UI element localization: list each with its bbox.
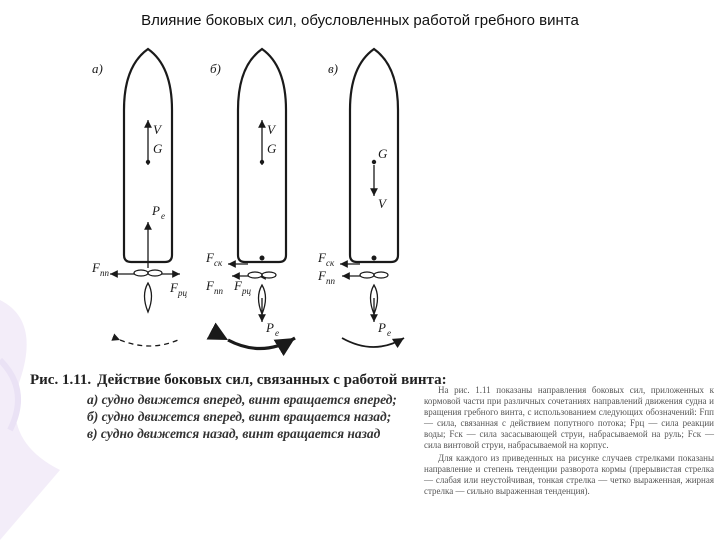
panel-a	[91, 49, 188, 346]
v-label-c: V	[378, 196, 386, 211]
f3-sub-b: рц	[242, 286, 251, 296]
f2-sub-c: пп	[326, 276, 335, 286]
caption-item-c: в) судно движется назад, винт вращается назад	[87, 426, 381, 441]
panel-label-b: б)	[210, 61, 221, 76]
p-label-b: P	[266, 320, 274, 335]
panel-b	[205, 49, 295, 349]
f2-label-c: F	[318, 268, 326, 283]
f2-label-a: F	[170, 280, 178, 295]
turn-arrow-a	[120, 340, 178, 346]
f2-label-b: F	[206, 278, 214, 293]
note-paragraph-2: Для каждого из приведенных на рисунке случаев стрелками показаны направление и степень тенденции разворота кормы (прерывистая стрелка — слабая или неустойчивая, тонкая стрелка — четко выраженная, жирная стрелка — сильно выраженная тенденция).	[424, 453, 714, 496]
caption-label: Рис. 1.11.	[30, 372, 92, 388]
turn-arrow-c	[342, 338, 404, 347]
p-sub-c: е	[387, 328, 391, 338]
hull-c	[350, 49, 398, 262]
center-of-gravity-a	[146, 160, 150, 164]
f1-sub-c: ск	[326, 258, 335, 268]
g-label-a: G	[153, 141, 163, 156]
p-label-a: P	[152, 203, 160, 218]
propeller-b	[248, 272, 262, 278]
caption-item-b: б) судно движется вперед, винт вращается назад;	[87, 409, 392, 424]
turn-arrow-b	[228, 338, 295, 349]
rudder-a	[145, 283, 152, 312]
f1-sub-b: ск	[214, 258, 223, 268]
f2-sub-b: пп	[214, 286, 223, 296]
f2-sub-a: рц	[178, 288, 187, 298]
p-sub-a: е	[161, 211, 165, 221]
center-of-gravity-c	[372, 160, 376, 164]
f3-label-b: F	[234, 278, 242, 293]
p-label-c: P	[378, 320, 386, 335]
panel-c	[317, 49, 404, 347]
g-label-c: G	[378, 146, 388, 161]
v-label-a: V	[153, 122, 161, 137]
note-paragraph-1: На рис. 1.11 показаны направления боковых сил, приложенных к кормовой части при различных сочетаниях направлений движения судна и вращения гребного винта, с использованием следующих обозначений: Fпп — сила, связанная с действием попутного потока; Fрц — сила реакции воды; Fск — сила засасывающей струи, набрасываемой на руль; Fск — сила винтовой струи, набрасываемой на корпус.	[424, 385, 714, 450]
f1-label-c: F	[318, 250, 326, 265]
v-label-b: V	[267, 122, 275, 137]
g-label-b: G	[267, 141, 277, 156]
f1-sub-a: пп	[100, 268, 109, 278]
propeller-c	[360, 272, 374, 278]
panel-label-c: в)	[328, 61, 338, 76]
propeller-a	[134, 270, 148, 276]
caption-text: Действие боковых сил, связанных с работой винта:	[97, 372, 447, 388]
p-sub-b: е	[275, 328, 279, 338]
center-of-gravity-b	[260, 160, 264, 164]
f1-label-a: F	[92, 260, 100, 275]
slide-title: Влияние боковых сил, обусловленных работой гребного винта	[141, 12, 579, 29]
panel-label-a: а)	[92, 61, 103, 76]
explanatory-note	[424, 385, 714, 499]
caption-title	[30, 372, 470, 389]
f1-label-b: F	[206, 250, 214, 265]
figure-caption	[30, 372, 470, 442]
caption-item-a: а) судно движется вперед, винт вращается вперед;	[87, 392, 397, 407]
